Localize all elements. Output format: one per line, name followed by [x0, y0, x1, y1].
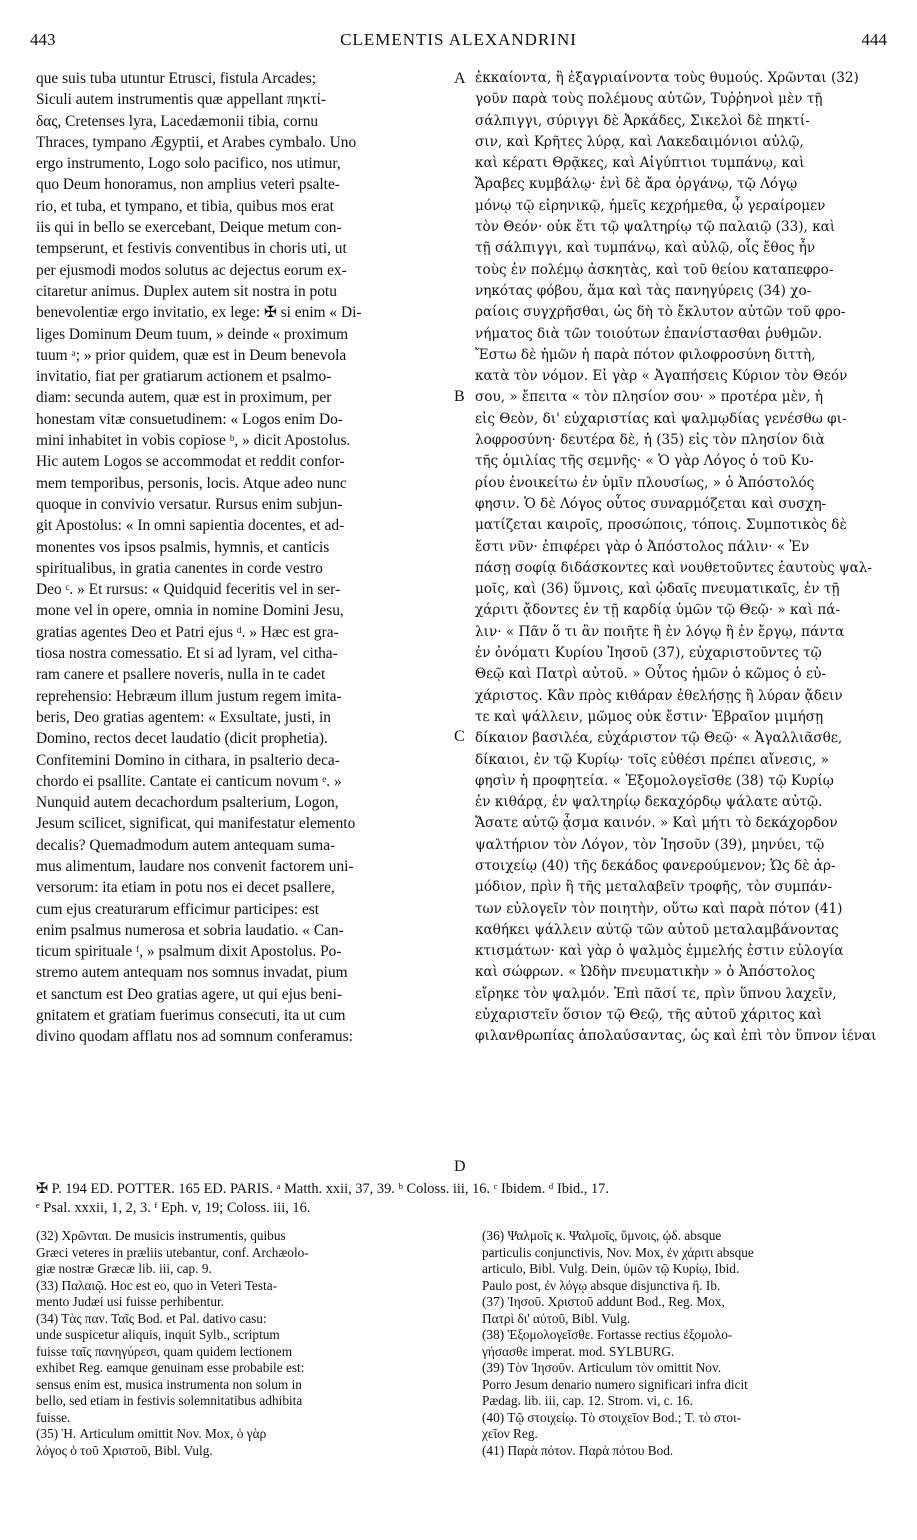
latin-text-line: enim psalmus numerosa et sobria laudatio. « Can-: [36, 921, 344, 939]
latin-text-line: rio, et tuba, et tympano, et tibia, quibus mos erat: [36, 197, 334, 215]
latin-text-line: Jesum scilicet, significat, qui manifestatur elemento: [36, 815, 356, 833]
greek-text-line: τὸν Θεόν· οὐκ ἔτι τῷ ψαλτηρίῳ τῷ παλαιῷ (33), καὶ: [475, 219, 836, 236]
latin-text-line: quo Deum honoramus, non amplius veteri psalte-: [36, 176, 340, 194]
footnote-line: Græci veteres in præliis utebantur, conf. Archæolo-: [36, 1244, 309, 1260]
footnote-line: (38) Ἐξομολογεῖσθε. Fortasse rectius ἐξομολο-: [482, 1327, 733, 1342]
latin-text-line: Deo ᶜ. » Et rursus: « Quidquid feceritis vel in ser-: [36, 581, 341, 599]
latin-text-line: per ejusmodi modos solutus ac dejectus eorum ex-: [36, 261, 347, 279]
latin-text-line: versorum: ita etiam in potu nos ei decet psallere,: [36, 879, 335, 897]
greek-text-line: καὶ κέρατι Θρᾷκες, καὶ Αἰγύπτιοι τυμπάνῳ, καὶ: [475, 155, 805, 172]
latin-text-line: Confitemini Domino in cithara, in psalterio deca-: [36, 751, 340, 769]
greek-text-line: μόδιον, πρὶν ἢ τῆς μεταλαβεῖν τροφῆς, τὸν συμπάν-: [475, 879, 832, 896]
greek-text-line: τοὺς ἐν πολέμῳ ἀσκητὰς, καὶ τοῦ θείου καταπεφρο-: [475, 261, 834, 278]
footnote-line: (32) Χρῶνται. De musicis instrumentis, quibus: [36, 1228, 286, 1243]
footnote-line: sensus enim est, musica instrumenta non solum in: [36, 1376, 302, 1392]
footnote-line: Paulo post, ἐν λόγῳ absque disjunctiva ἢ. Ib.: [482, 1277, 721, 1293]
footnote-line: (40) Τῷ στοιχείῳ. Τὸ στοιχεῖον Bod.; Τ. τὸ στοι-: [482, 1409, 742, 1425]
footnote-line: (36) Ψαλμοῖς κ. Ψαλμοῖς, ὕμνοις, ᾠδ. absque: [482, 1228, 722, 1243]
greek-text-line: σου, » ἔπειτα « τὸν πλησίον σου· » προτέρα μὲν, ἡ: [475, 389, 823, 406]
footnote-line: fuisse.: [36, 1409, 71, 1425]
greek-text-line: ματίζεται καιροῖς, προσώποις, τόποις. Συμποτικὸς δὲ: [475, 517, 847, 534]
greek-text-line: Ἄσατε αὐτῷ ᾆσμα καινόν. » Καὶ μήτι τὸ δεκάχορδον: [475, 815, 838, 832]
latin-text-line: ergo instrumento, Logo solo pacifico, nos utimur,: [36, 155, 341, 173]
footnote-line: Πατρὶ δι' αὐτοῦ, Bibl. Vulg.: [482, 1310, 631, 1326]
latin-text-line: monentes vos ipsos psalmis, hymnis, et canticis: [36, 538, 330, 556]
greek-text-line: καθήκει ψάλλειν αὐτῷ τῶν αὐτοῦ μεταλαμβάνοντας: [475, 921, 839, 938]
latin-text-line: quoque in convivio versatur. Rursus enim subjun-: [36, 495, 343, 513]
footnote-line: giæ nostræ Græcæ lib. iii, cap. 9.: [36, 1261, 212, 1276]
margin-letter-a: A: [454, 70, 466, 87]
footnote-line: mento Judæi usi fuisse perhibentur.: [36, 1294, 224, 1309]
latin-text-line: divino quodam afflatu nos ad somnum conferamus:: [36, 1028, 353, 1046]
footnote-line: unde suspicetur aliquis, inquit Sylb., scriptum: [36, 1327, 280, 1342]
greek-text-line: χάριστος. Κἂν πρὸς κιθάραν ἐθελήσῃς ἢ λύραν ᾄδειν: [475, 687, 843, 704]
latin-text-line: Hic autem Logos se accommodat et reddit confor-: [36, 453, 345, 471]
footnote-line: χεῖον Reg.: [482, 1426, 538, 1441]
greek-text-line: τῇ σάλπιγγι, καὶ τυμπάνῳ, καὶ αὐλῷ, οἷς ἔθος ἦν: [475, 240, 816, 257]
latin-text-line: ram canere et psallere noveris, nulla in te cadet: [36, 666, 326, 684]
latin-text-line: et sanctum est Deo gratias agere, ut qui ejus beni-: [36, 985, 343, 1003]
greek-text-line: χάριτι ᾄδοντες ἐν τῇ καρδίᾳ ὑμῶν τῷ Θεῷ· » καὶ πά-: [475, 602, 841, 619]
greek-text-line: Θεῷ καὶ Πατρὶ αὐτοῦ. » Οὗτος ἡμῶν ὁ κῶμος ὁ εὐ-: [475, 666, 826, 683]
latin-text-line: tempserunt, et festivis conventibus in choris uti, ut: [36, 240, 347, 258]
latin-text-line: citaretur animus. Duplex autem sit nostra in potu: [36, 282, 337, 300]
footnote-line: (41) Παρὰ πότον. Παρὰ πότου Bod.: [482, 1442, 674, 1458]
reference-line: ✠ P. 194 ED. POTTER. 165 ED. PARIS. ᵃ Matth. xxii, 37, 39. ᵇ Coloss. iii, 16. ᶜ Ibidem. ᵈ Ibid., 17.: [36, 1181, 609, 1197]
greek-text-line: νήματος διὰ τῶν τοιούτων ἐπανίστασθαι ῥυθμῶν.: [475, 325, 823, 342]
greek-text-line: σάλπιγγι, σύριγγι δὲ Ἀρκάδες, Σικελοὶ δὲ πηκτί-: [475, 112, 810, 129]
greek-text-line: μόνῳ τῷ εἰρηνικῷ, ἡμεῖς κεχρήμεθα, ᾧ γεραίρομεν: [475, 197, 826, 214]
latin-text-line: decalis? Quemadmodum autem antequam suma-: [36, 836, 336, 854]
latin-column: [36, 68, 449, 1176]
greek-text-line: κατὰ τὸν νόμον. Εἰ γὰρ « Ἀγαπήσεις Κύριον τὸν Θεόν: [475, 368, 848, 385]
greek-text-line: Ἔστω δὲ ἡμῶν ἡ παρὰ πότον φιλοφροσύνη διττὴ,: [475, 346, 816, 363]
latin-text-line: gnitatem et gratiam fuerimus consecuti, ita ut cum: [36, 1007, 346, 1025]
latin-text-line: Siculi autem instrumentis quæ appellant πηκτί-: [36, 91, 326, 109]
running-title: CLEMENTIS ALEXANDRINI: [340, 30, 577, 49]
greek-text-line: λοφροσύνη· δευτέρα δὲ, ἡ (35) εἰς τὸν πλησίον διὰ: [475, 432, 825, 449]
greek-text-line: φησὶν ἡ προφητεία. « Ἐξομολογεῖσθε (38) τῷ Κυρίῳ: [475, 772, 834, 789]
latin-text-line: que suis tuba utuntur Etrusci, fistula Arcades;: [36, 70, 316, 87]
latin-text-line: cum ejus creaturarum efficimur participes: est: [36, 900, 320, 918]
latin-text-line: benevolentiæ ergo invitatio, ex lege: ✠ si enim « Di-: [36, 304, 362, 322]
latin-text-line: Domino, rectos decet laudatio (dicit prophetia).: [36, 730, 328, 748]
footnote-line: Porro Jesum denario numero significari infra dicit: [482, 1376, 748, 1392]
greek-text-line: σιν, καὶ Κρῆτες λύρᾳ, καὶ Λακεδαιμόνιοι αὐλῷ,: [475, 133, 804, 150]
greek-text-line: ἐν κιθάρᾳ, ἐν ψαλτηρίῳ δεκαχόρδῳ ψάλατε αὐτῷ.: [475, 794, 823, 811]
footnote-line: (39) Τὸν Ἰησοῦν. Articulum τὸν omittit Nov.: [482, 1360, 722, 1375]
footnote-line: particulis conjunctivis, Nov. Mox, ἐν χάριτι absque: [482, 1244, 754, 1260]
footnote-line: articulo, Bibl. Vulg. Dein, ὑμῶν τῷ Κυρίῳ, Ibid.: [482, 1261, 740, 1276]
footnote-line: fuisse ταῖς πανηγύρεσι, quam quidem lectionem: [36, 1343, 293, 1359]
latin-text-line: ticum spirituale ᶠ, » psalmum dixit Apostolus. Po-: [36, 943, 342, 961]
greek-text-line: καὶ σώφρων. « Ὠδὴν πνευματικὴν » ὁ Ἀπόστολος: [475, 964, 816, 981]
margin-letter-b: B: [454, 388, 465, 405]
greek-text-line: στοιχείῳ (40) τῆς δεκάδος φανερούμενον; Ὡς δὲ ἁρ-: [475, 857, 836, 874]
greek-text-line: γοῦν παρὰ τοὺς πολέμους αὐτῶν, Τυῤῥηνοὶ μὲν τῇ: [475, 91, 823, 108]
footnote-line: (33) Παλαιῷ. Hoc est eo, quo in Veteri Testa-: [36, 1277, 278, 1293]
latin-text-line: iis qui in bello se exercebant, Deique metum con-: [36, 219, 342, 237]
greek-text-line: εἴρηκε τὸν ψαλμόν. Ἐπὶ πᾶσί τε, πρὶν ὕπνου λαχεῖν,: [475, 985, 837, 1002]
greek-text-line: Ἄραβες κυμβάλῳ· ἑνὶ δὲ ἄρα ὀργάνῳ, τῷ Λόγῳ: [475, 176, 798, 193]
greek-text-line: των εὐλογεῖν τὸν ποιητὴν, οὕτω καὶ παρὰ πότον (41): [475, 900, 843, 917]
footnote-line: Pædag. lib. iii, cap. 12. Strom. vi, c. 16.: [482, 1393, 693, 1408]
footnote-line: (35) Ἡ. Articulum omittit Nov. Mox, ὁ γὰρ: [36, 1426, 267, 1441]
running-header: [30, 30, 887, 60]
greek-text-line: εὐχαριστεῖν ὅσιον τῷ Θεῷ, τῆς αὐτοῦ χάριτος καὶ: [475, 1007, 822, 1024]
greek-text-line: ἐν ὀνόματι Κυρίου Ἰησοῦ (37), εὐχαριστοῦντες τῷ: [475, 645, 822, 662]
latin-text-line: Thraces, tympano Ægyptii, et Arabes cymbalo. Uno: [36, 133, 357, 151]
notes-left-column: [36, 1228, 456, 1518]
greek-text-line: τε καὶ ψάλλειν, μῶμος οὐκ ἔστιν· Ἑβραῖον μιμήσῃ: [475, 708, 824, 725]
latin-text-line: diam: secunda autem, quæ est in proximum, per: [36, 389, 332, 407]
latin-text-line: tuum ᵃ; » prior quidem, quæ est in Deum benevola: [36, 346, 347, 364]
reference-line: ᵉ Psal. xxxii, 1, 2, 3. ᶠ Eph. v, 19; Coloss. iii, 16.: [36, 1200, 311, 1216]
greek-text-line: μοῖς, καὶ (36) ὕμνοις, καὶ ᾠδαῖς πνευματικαῖς, ἐν τῇ: [475, 581, 840, 598]
latin-text-line: invitatio, fiat per gratiarum actionem et psalmo-: [36, 368, 332, 386]
latin-text-line: mini inhabitet in vobis copiose ᵇ, » dicit Apostolus.: [36, 432, 351, 450]
margin-letter-c: C: [454, 728, 465, 745]
footnote-line: bello, sed etiam in festivis solemnitatibus adhibita: [36, 1393, 303, 1408]
greek-text-line: φησιν. Ὁ δὲ Λόγος οὗτος συναρμόζεται καὶ συσχη-: [475, 495, 827, 512]
latin-text-line: mus alimentum, laudare nos convenit factorem uni-: [36, 857, 354, 875]
greek-text-line: δίκαιον βασιλέα, εὐχάριστον τῷ Θεῷ· « Ἀγαλλιᾶσθε,: [475, 730, 843, 747]
footnote-line: (34) Τὰς παν. Ταῖς Bod. et Pal. dativo casu:: [36, 1310, 267, 1326]
footnote-line: γήσασθε imperat. mod. SYLBURG.: [482, 1343, 675, 1359]
latin-text-line: reprehensio: Hebræum illum justum regem imita-: [36, 687, 342, 705]
latin-text-line: δας, Cretenses lyra, Lacedæmonii tibia, cornu: [36, 112, 319, 130]
latin-text-line: gratias agentes Deo et Patri ejus ᵈ. » Hæc est gra-: [36, 623, 339, 641]
footnote-line: λόγος ὁ τοῦ Χριστοῦ, Bibl. Vulg.: [36, 1442, 213, 1458]
latin-text-line: chordo ei psallite. Cantate ei canticum novum ᵉ. »: [36, 772, 342, 790]
latin-text-line: mem temporibus, personis, locis. Atque adeo nunc: [36, 474, 347, 492]
latin-text-line: honestam vitæ consuetudinem: « Logos enim Do-: [36, 410, 343, 428]
latin-text-line: spiritualibus, in gratia canentes in corde vestro: [36, 559, 323, 577]
greek-text-line: τῆς ὁμιλίας τῆς σεμνῆς· « Ὁ γὰρ Λόγος ὁ τοῦ Κυ-: [475, 453, 814, 470]
notes-right-column: [482, 1228, 887, 1518]
latin-text-line: beris, Deo gratias agentem: « Exsultate, justi, in: [36, 708, 331, 726]
footnote-line: exhibet Reg. eamque genuinam esse probabile est:: [36, 1360, 305, 1375]
margin-letter-d: D: [454, 1158, 466, 1175]
page-number-right: 444: [861, 30, 887, 49]
latin-text-line: Nunquid autem decachordum psalterium, Logon,: [36, 794, 339, 812]
greek-text-line: ψαλτήριον τὸν Λόγον, τὸν Ἰησοῦν (39), μηνύει, τῷ: [475, 836, 825, 853]
greek-text-line: ραίοις συγχρῆσθαι, ὡς δὴ τὸ ἔκλυτον αὐτῶν τοῦ φρο-: [475, 304, 846, 321]
greek-text-line: δίκαιοι, ἐν τῷ Κυρίῳ· τοῖς εὐθέσι πρέπει αἴνεσις, »: [475, 751, 829, 768]
scripture-references: [36, 1180, 886, 1218]
greek-text-line: ρίου ἐνοικείτω ἐν ὑμῖν πλουσίως, » ὁ Ἀπόστολός: [475, 474, 815, 491]
greek-text-line: νηκότας φόβου, ἅμα καὶ τὰς πανηγύρεις (34) χο-: [475, 282, 812, 299]
latin-text-line: stremo autem antequam nos somnus invadat, pium: [36, 964, 348, 982]
greek-text-line: εἰς Θεὸν, δι' εὐχαριστίας καὶ ψαλμῳδίας γενέσθω φι-: [475, 410, 847, 427]
greek-column: [475, 68, 885, 1176]
greek-text-line: λιν· « Πᾶν ὅ τι ἂν ποιῆτε ἢ ἐν λόγῳ ἢ ἐν ἔργῳ, πάντα: [475, 623, 845, 640]
page-number-left: 443: [30, 30, 56, 49]
greek-text-line: ἔστι νῦν· ἐπιφέρει γὰρ ὁ Ἀπόστολος πάλιν· « Ἐν: [475, 538, 810, 555]
greek-text-line: πάσῃ σοφίᾳ διδάσκοντες καὶ νουθετοῦντες ἑαυτοὺς ψαλ-: [475, 559, 872, 576]
footnote-line: (37) Ἰησοῦ. Χριστοῦ addunt Bod., Reg. Mox,: [482, 1294, 725, 1309]
latin-text-line: git Apostolus: « In omni sapientia docentes, et ad-: [36, 517, 345, 535]
greek-text-line: ἐκκαίοντα, ἢ ἐξαγριαίνοντα τοὺς θυμούς. Χρῶνται (32): [475, 70, 859, 86]
latin-text-line: tiosa nostra comessatio. Et si ad lyram, vel cithа-: [36, 645, 338, 663]
latin-text-line: liges Dominum Deum tuum, » deinde « proximum: [36, 325, 349, 343]
greek-text-line: κτισμάτων· καὶ γὰρ ὁ ψαλμὸς ἐμμελής ἐστιν εὐλογία: [475, 943, 844, 960]
latin-text-line: mone vel in opere, omnia in nomine Domini Jesu,: [36, 602, 344, 620]
greek-text-line: φιλανθρωπίας ἀπολαύσαντας, ὡς καὶ ἐπὶ τὸν ὕπνον ἰέναι: [475, 1028, 877, 1045]
